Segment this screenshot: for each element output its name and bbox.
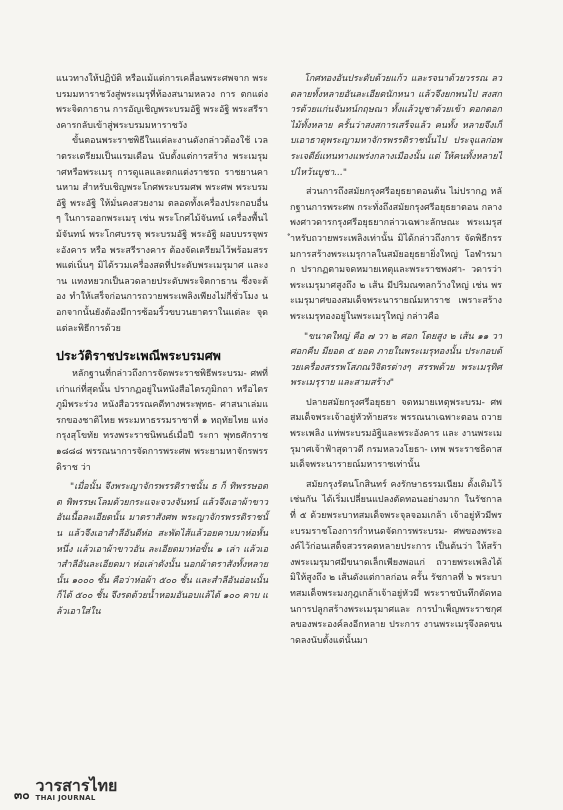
body-paragraph: ขั้นตอนพระราชพิธีในแต่ละงานดังกล่าวต้องใช้ เวลาตระเตรียมเป็นแรมเดือน นับตั้งแต่การสร้าง พระเมรุมาศหรือพระเมรุ การดูแลและตกแต่งราชรถ ราชยานคานหาม สำหรับเชิญพระโกศพระบรมศพ พระศพ พระบรมอัฐิ พระอัฐิ ให้มั่นคงสวยงาม ตลอดทั้งเครื่องประกอบอื่นๆ ในการออกพระเมรุ เช่น พระโกศไม้จันทน์ เครื่องพื้นไม้จันทน์ พระโกศบรรจุ พระบรมอัฐิ พระอัฐิ ผอบบรรจุพระอังคาร หรือ พระสรีรางคาร ต้องจัดเตรียมไว้พร้อมสรรพแต่เนิ่นๆ มิได้รวมเครื่องสดที่ประดับพระเมรุมาศ และงาน แทงหยวกเป็นลวดลายประดับพระจิตกาธาน ซึ่งจะต้อง ทำให้เสร็จก่อนการถวายพระเพลิงเพียงไม่กี่ชั่วโมง นอกจากนั้นยังต้องมีการซ้อมริ้วขบวนยาตราในแต่ละ จุดแต่ละพิธีการด้วย bbox=[56, 136, 268, 334]
journal-logo-english: THAI JOURNAL bbox=[35, 794, 96, 802]
body-paragraph: ส่วนการถึงสมัยกรุงศรีอยุธยาตอนต้น ไม่ปรากฏ หลักฐานการพระศพ กระทั่งถึงสมัยกรุงศรีอยุธยาตอน กลาง พงศาวดารกรุงศรีอยุธยากล่าวเฉพาะลักษณะ พระเมรุสำหรับถวายพระเพลิงเท่านั้น มิได้กล่าวถึงการ จัดพิธีกรรมการสร้างพระเมรุกาลในสมัยอยุธยายิ่งใหญ่ โอฬารมาก ปรากฏตามจดหมายเหตุและพระราชพงศา- วดารว่า พระเมรุมาศสูงถึง ๒ เส้น มีปริมณฑลกว้างใหญ่ เช่น พระเมรุมาศของสมเด็จพระนารายณ์มหาราช เพราะสร้างพระเมรุทองอยู่ในพระเมรุใหญ่ กล่าวคือ bbox=[290, 187, 502, 322]
quoted-passage: โกศทองอันประดับด้วยแก้ว และรจนาด้วยวรรณ ลวดลายทั้งหลายอันละเอียดนักหนา แล้วจึงยกพนไป สงสการด้วยแก่นจันทน์กฤษณา ทั้งแล้วบูชาด้วยเข้า ตอกดอกไม้ทั้งหลาย ครั้นว่าสงสการเสร็จแล้ว คนทั้ง หลายจึงเก็บเอาธาตุพระญามหาจักรพรรดิราชนั้นไป ประจุแลก่อพระเจดีย์แทนทางแพร่งกลางเมืองนั้น แต่ ให้คนทั้งหลายไปไหว้นบูชา..." bbox=[290, 74, 502, 178]
journal-logo-thai: วารสารไทย bbox=[35, 776, 118, 795]
page-number: ๓๐ bbox=[14, 788, 30, 802]
section-heading: ประวัติราชประเพณีพระบรมศพ bbox=[56, 348, 221, 364]
right-column bbox=[290, 72, 502, 649]
body-paragraph: หลักฐานที่กล่าวถึงการจัดพระราชพิธีพระบรม- ศพที่เก่าแก่ที่สุดนั้น ปรากฏอยู่ในหนังสือไตรภูมิกถา หรือไตรภูมิพระร่วง หนังสือวรรณคดีทางพระพุทธ- ศาสนาเล่มแรกของชาติไทย พระมหาธรรมราชาที่ ๑ หฤทัยไทย แห่งกรุงสุโขทัย ทรงพระราชนิพนธ์เมื่อปี ระกา พุทธศักราช ๑๘๘๘ พรรณนาการจัดการพระศพ พระยามหาจักรพรรดิราช ว่า bbox=[56, 369, 268, 473]
page-footer bbox=[14, 770, 117, 802]
body-paragraph: ปลายสมัยกรุงศรีอยุธยา จดหมายเหตุพระบรม- ศพสมเด็จพระเจ้าอยู่หัวท้ายสระ พรรณนาเฉพาะตอน ถวายพระเพลิง แห่พระบรมอัฐิและพระอังคาร และ งานพระเมรุมาศเจ้าฟ้าสุดาวดี กรมหลวงโยธา- เทพ พระราชธิดาสมเด็จพระนารายณ์มหาราชเท่านั้น bbox=[290, 397, 502, 471]
body-paragraph: แนวทางให้ปฏิบัติ หรือแม้แต่การเคลื่อนพระศพจาก พระบรมมหาราชวังสู่พระเมรุที่ท้องสนามหลวง การ ตกแต่งพระจิตกาธาน การอัญเชิญพระบรมอัฐิ พระอัฐิ พระสรีรางคารกลับเข้าสู่พระบรมมหาราชวัง bbox=[56, 74, 269, 131]
body-paragraph: สมัยกรุงรัตนโกสินทร์ คงรักษาธรรมเนียม ดั้งเดิมไว้เช่นกัน ได้เริ่มเปลี่ยนแปลงตัดทอนอย่างมาก ในรัชกาลที่ ๕ ด้วยพระบาทสมเด็จพระจุลจอมเกล้า เจ้าอยู่หัวมีพระบรมราชโองการกำหนดจัดการพระบรม- ศพของพระองค์ไว้ก่อนเสด็จสวรรคตหลายประการ เป็นต้นว่า ให้สร้างพระเมรุมาศมีขนาดเล็กเพียงพอแก่ ถวายพระเพลิงได้ มิให้สูงถึง ๒ เส้นดังแต่กาลก่อน ครั้น รัชกาลที่ ๖ พระบาทสมเด็จพระมงกุฎเกล้าเจ้าอยู่หัวมี พระราชบันทึกตัดทอนการปลูกสร้างพระเมรุมาศและ การบำเพ็ญพระราชกุศลของพระองค์ลงอีกหลาย ประการ งานพระเมรุจึงลดขนาดลงนับตั้งแต่นั้นมา bbox=[290, 479, 502, 646]
quoted-passage: "ขนาดใหญ่ คือ ๗ วา ๒ ศอก โดยสูง ๒ เส้น ๑๑ วาศอกคืบ มียอด ๕ ยอด ภายในพระเมรุทองนั้น ประกอบด้วยเครื่องสรรพโสภณวิจิตรต่างๆ สรรพด้วย พระเมรุทิศ พระเมรุราย และสามสร้าง" bbox=[290, 331, 502, 389]
quoted-passage: "เมื่อนั้น จึงพระญาจักรพรรดิราชนั้น ธ ก็ ทิพรรษอดต พิพรรษเโลมด้วยกระแจะจวงจันทน์ แล้วจึงเอาผ้าขาวอันเนื้อละเอียดนั้น มาตราสังศพ พระญาจักรพรรดิราชนั้น แล้วจึงเอาสำลีอันดีห่อ สะพัดไส้แล้วอยคาบมาห่อหั้นหนึ่ง แล้วเอาผ้าขาวอัน ละเอียดมาห่อขั้น ๑ เล่า แล้วเอาสำลีอันละเอียดมา ห่อเล่าดังนั้น นอกผ้าตราสังทั้งหลายนั้น ๑๐๐๐ ชั้น คือว่าห่อผ้า ๕๐๐ ชั้น และสำลีอันอ่อนนั้นก็ได้ ๕๐๐ ชั้น จึงรดด้วยน้ำหอมอันอบแล้ได้ ๑๐๐ คาบ แล้วเอาใส่ใน bbox=[56, 482, 268, 617]
left-column bbox=[56, 72, 268, 621]
journal-logo bbox=[36, 778, 118, 802]
